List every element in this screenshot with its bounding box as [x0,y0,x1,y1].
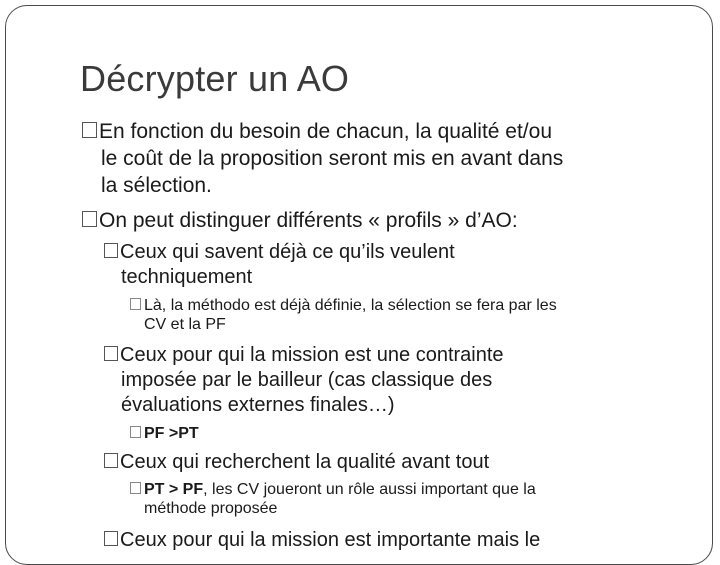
bullet-besoin: En fonction du besoin de chacun, la qualité et/ou le coût de la proposition seront mis en avant dans la sélection. [82,118,563,199]
checkbox-bullet-icon [130,482,141,494]
bullet-profils: On peut distinguer différents « profils » d’AO: [82,207,518,234]
slide-title: Décrypter un AO [80,58,350,99]
sub-sub-bullet-pt-pf: PT > PF, les CV joueront un rôle aussi important que la méthode proposée [130,480,536,518]
checkbox-bullet-icon [130,426,141,438]
sub-bullet-importante: Ceux pour qui la mission est importante mais le [104,528,540,553]
checkbox-bullet-icon [82,122,97,138]
checkbox-bullet-icon [104,531,118,546]
checkbox-bullet-icon [104,453,118,468]
sub-sub-bullet-pf-pt: PF >PT [130,424,199,443]
checkbox-bullet-icon [104,243,118,258]
sub-bullet-contrainte: Ceux pour qui la mission est une contrainte imposée par le bailleur (cas classique des évaluations externes finales…) [104,343,504,418]
checkbox-bullet-icon [82,211,97,227]
checkbox-bullet-icon [130,298,141,310]
checkbox-bullet-icon [104,346,118,361]
sub-sub-bullet-methodo: Là, la méthodo est déjà définie, la sélection se fera par les CV et la PF [130,296,557,334]
sub-bullet-qualite: Ceux qui recherchent la qualité avant tout [104,450,489,475]
sub-bullet-savent: Ceux qui savent déjà ce qu’ils veulent techniquement [104,240,455,290]
